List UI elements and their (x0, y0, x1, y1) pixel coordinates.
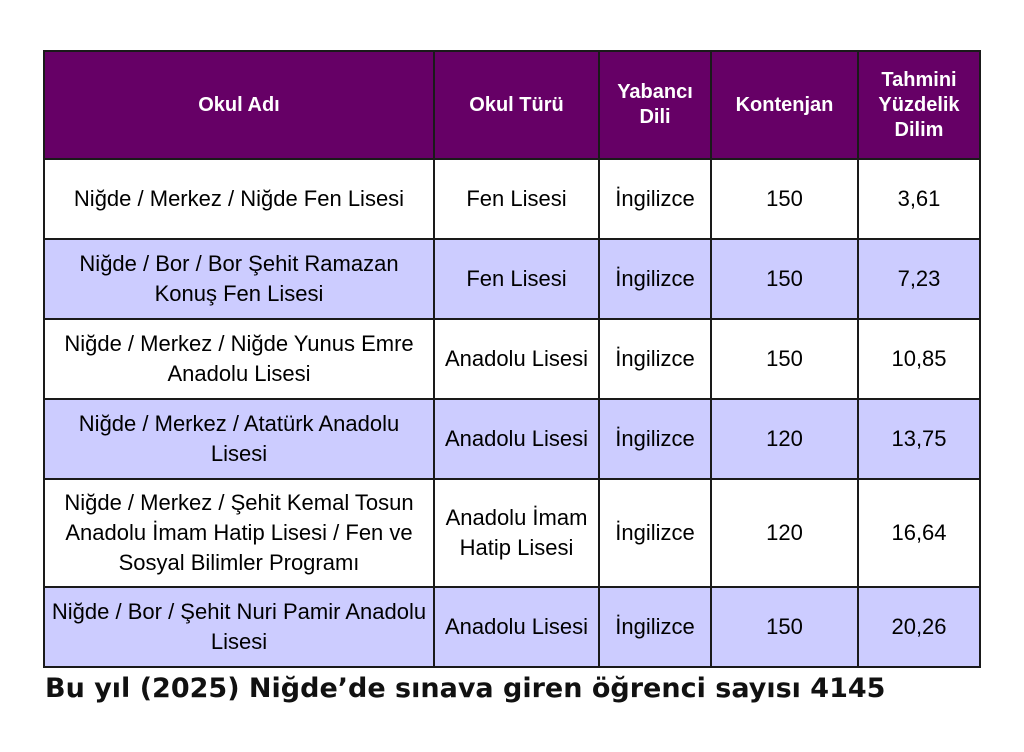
table-row (44, 587, 980, 667)
cell-dil: İngilizce (599, 159, 711, 239)
cell-okul-turu: Anadolu İmam Hatip Lisesi (434, 479, 599, 587)
cell-okul-adi: Niğde / Merkez / Şehit Kemal Tosun Anadolu İmam Hatip Lisesi / Fen ve Sosyal Bilimler Programı (44, 479, 434, 587)
cell-dil: İngilizce (599, 479, 711, 587)
cell-kontenjan: 150 (711, 239, 858, 319)
table-row (44, 319, 980, 399)
cell-yuzdelik: 13,75 (858, 399, 980, 479)
table-row (44, 399, 980, 479)
table-row (44, 479, 980, 587)
cell-dil: İngilizce (599, 587, 711, 667)
cell-okul-adi: Niğde / Merkez / Niğde Yunus Emre Anadolu Lisesi (44, 319, 434, 399)
cell-kontenjan: 120 (711, 479, 858, 587)
cell-okul-turu: Fen Lisesi (434, 239, 599, 319)
cell-okul-adi: Niğde / Bor / Şehit Nuri Pamir Anadolu Lisesi (44, 587, 434, 667)
cell-kontenjan: 150 (711, 587, 858, 667)
cell-yuzdelik: 10,85 (858, 319, 980, 399)
cell-dil: İngilizce (599, 239, 711, 319)
table-row (44, 159, 980, 239)
cell-kontenjan: 150 (711, 159, 858, 239)
cell-yuzdelik: 16,64 (858, 479, 980, 587)
cell-yuzdelik: 7,23 (858, 239, 980, 319)
cell-kontenjan: 120 (711, 399, 858, 479)
header-tahmini-yuzdelik: Tahmini Yüzdelik Dilim (858, 51, 980, 159)
header-okul-turu: Okul Türü (434, 51, 599, 159)
school-table-container (43, 50, 979, 668)
cell-okul-adi: Niğde / Bor / Bor Şehit Ramazan Konuş Fen Lisesi (44, 239, 434, 319)
cell-okul-turu: Anadolu Lisesi (434, 587, 599, 667)
header-yabanci-dili: Yabancı Dili (599, 51, 711, 159)
table-row (44, 239, 980, 319)
cell-yuzdelik: 20,26 (858, 587, 980, 667)
cell-okul-turu: Anadolu Lisesi (434, 319, 599, 399)
cell-kontenjan: 150 (711, 319, 858, 399)
cell-dil: İngilizce (599, 319, 711, 399)
header-okul-adi: Okul Adı (44, 51, 434, 159)
school-table (43, 50, 981, 668)
table-header-row (44, 51, 980, 159)
cell-dil: İngilizce (599, 399, 711, 479)
cell-okul-turu: Fen Lisesi (434, 159, 599, 239)
cell-okul-turu: Anadolu Lisesi (434, 399, 599, 479)
header-kontenjan: Kontenjan (711, 51, 858, 159)
cell-okul-adi: Niğde / Merkez / Atatürk Anadolu Lisesi (44, 399, 434, 479)
cell-yuzdelik: 3,61 (858, 159, 980, 239)
student-count-caption: Bu yıl (2025) Niğde’de sınava giren öğrenci sayısı 4145 (45, 673, 886, 704)
cell-okul-adi: Niğde / Merkez / Niğde Fen Lisesi (44, 159, 434, 239)
